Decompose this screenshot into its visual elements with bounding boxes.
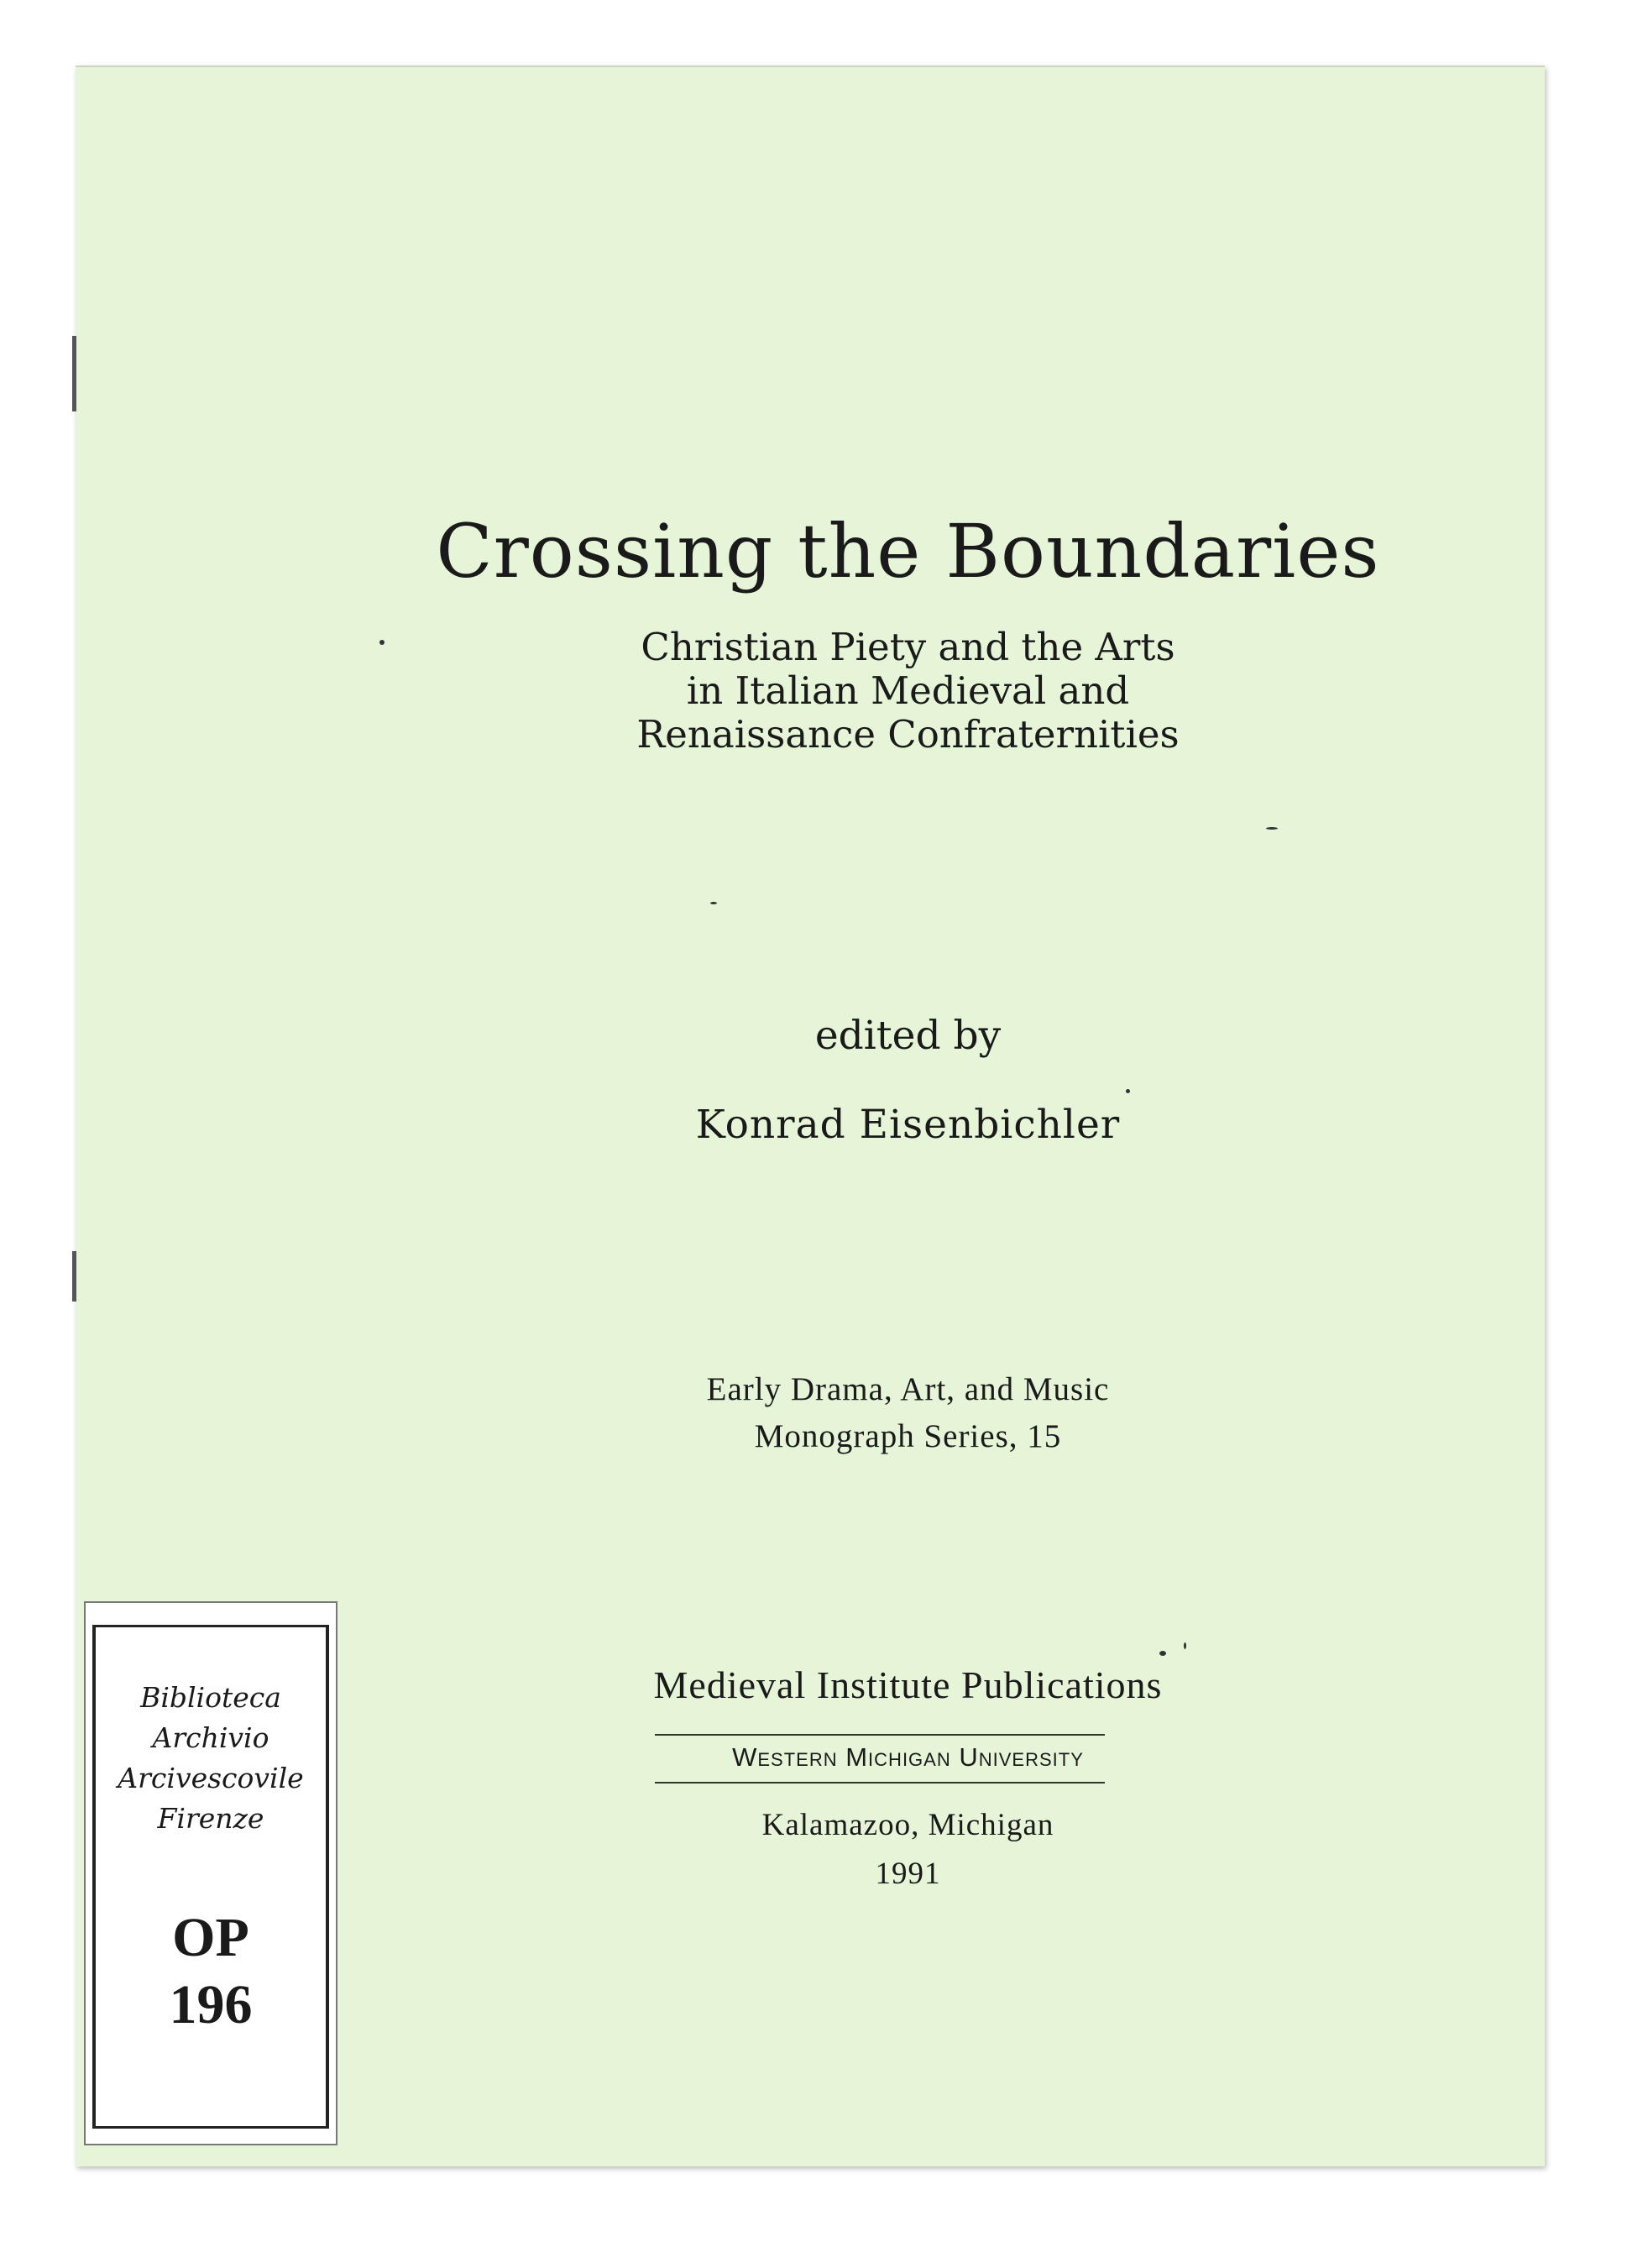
library-label-frame bbox=[92, 1625, 329, 2129]
dust-speck bbox=[1126, 1089, 1130, 1093]
shelfmark-line: OP bbox=[172, 1907, 249, 1968]
rule-bottom bbox=[655, 1782, 1105, 1783]
series-line: Early Drama, Art, and Music bbox=[706, 1371, 1110, 1407]
dust-speck bbox=[1266, 827, 1278, 830]
library-label bbox=[84, 1601, 337, 2145]
shelfmark-line: 196 bbox=[169, 1974, 253, 2035]
subtitle-line: Christian Piety and the Arts bbox=[641, 625, 1175, 669]
staple-mark bbox=[72, 336, 76, 411]
subtitle-line: in Italian Medieval and bbox=[686, 668, 1130, 713]
dust-speck bbox=[379, 640, 385, 645]
subtitle-line: Renaissance Confraternities bbox=[636, 712, 1180, 757]
dust-speck bbox=[710, 902, 717, 904]
dust-speck bbox=[1159, 1651, 1166, 1656]
editor-name: Konrad Eisenbichler bbox=[695, 1102, 1121, 1148]
series-line: Monograph Series, 15 bbox=[754, 1418, 1062, 1454]
shelfmark bbox=[96, 1904, 326, 2039]
staple-mark bbox=[72, 1251, 76, 1302]
library-line: Biblioteca bbox=[140, 1681, 281, 1714]
library-line: Arcivescovile bbox=[118, 1762, 304, 1794]
year-line: 1991 bbox=[875, 1857, 941, 1891]
rule-top bbox=[655, 1734, 1105, 1736]
edited-by-label: edited by bbox=[814, 1013, 1002, 1059]
book-subtitle bbox=[84, 626, 1648, 757]
place-line: Kalamazoo, Michigan bbox=[761, 1808, 1054, 1842]
book-title: Crossing the Boundaries bbox=[436, 508, 1380, 594]
dust-speck bbox=[1184, 1642, 1186, 1649]
publisher-name: Medieval Institute Publications bbox=[653, 1663, 1163, 1706]
library-line: Archivio bbox=[152, 1721, 269, 1754]
series-info bbox=[84, 1366, 1648, 1460]
university-text: Western Michigan University bbox=[732, 1742, 1084, 1772]
library-name bbox=[96, 1678, 326, 1839]
library-line: Firenze bbox=[157, 1802, 264, 1835]
